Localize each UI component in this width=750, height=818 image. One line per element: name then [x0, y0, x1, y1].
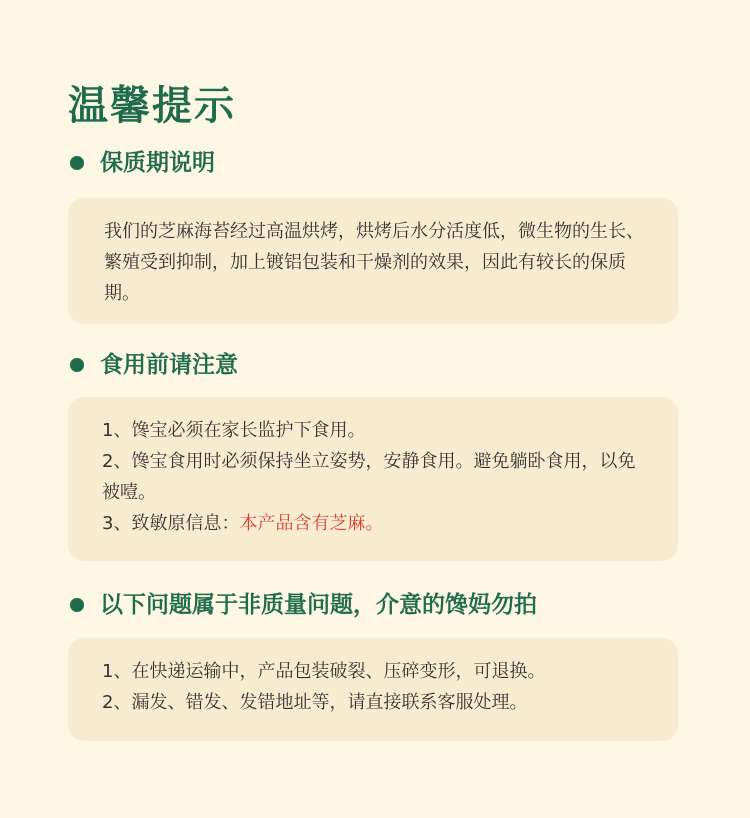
bullet-dot-icon	[70, 598, 84, 612]
shelf-life-card	[68, 198, 678, 324]
section-heading-label: 以下问题属于非质量问题，介意的馋妈勿拍	[100, 592, 537, 618]
bullet-dot-icon	[70, 358, 84, 372]
notice-item-3	[102, 508, 652, 539]
shelf-life-text: 我们的芝麻海苔经过高温烘烤，烘烤后水分活度低，微生物的生长、繁殖受到抑制，加上镀铝包装和干燥剂的效果，因此有较长的保质期。	[104, 221, 644, 304]
non-quality-card	[68, 638, 678, 741]
page-title: 温馨提示	[68, 83, 236, 129]
non-quality-item-2: 2、漏发、错发、发错地址等，请直接联系客服处理。	[102, 692, 528, 713]
section-heading-label: 食用前请注意	[100, 352, 238, 378]
section-heading-non-quality	[70, 590, 537, 620]
non-quality-item-1: 1、在快递运输中，产品包装破裂、压碎变形，可退换。	[102, 661, 546, 682]
notice-item-1: 1、馋宝必须在家长监护下食用。	[102, 420, 366, 441]
allergen-warning: 本产品含有芝麻。	[239, 513, 384, 534]
section-heading-notice	[70, 350, 238, 380]
notice-item-2: 2、馋宝食用时必须保持坐立姿势，安静食用。避免躺卧食用，以免被噎。	[102, 451, 636, 503]
section-heading-shelf-life	[70, 148, 215, 178]
bullet-dot-icon	[70, 156, 84, 170]
allergen-label: 3、致敏原信息：	[102, 513, 240, 534]
section-heading-label: 保质期说明	[100, 150, 215, 176]
notice-card	[68, 397, 678, 561]
